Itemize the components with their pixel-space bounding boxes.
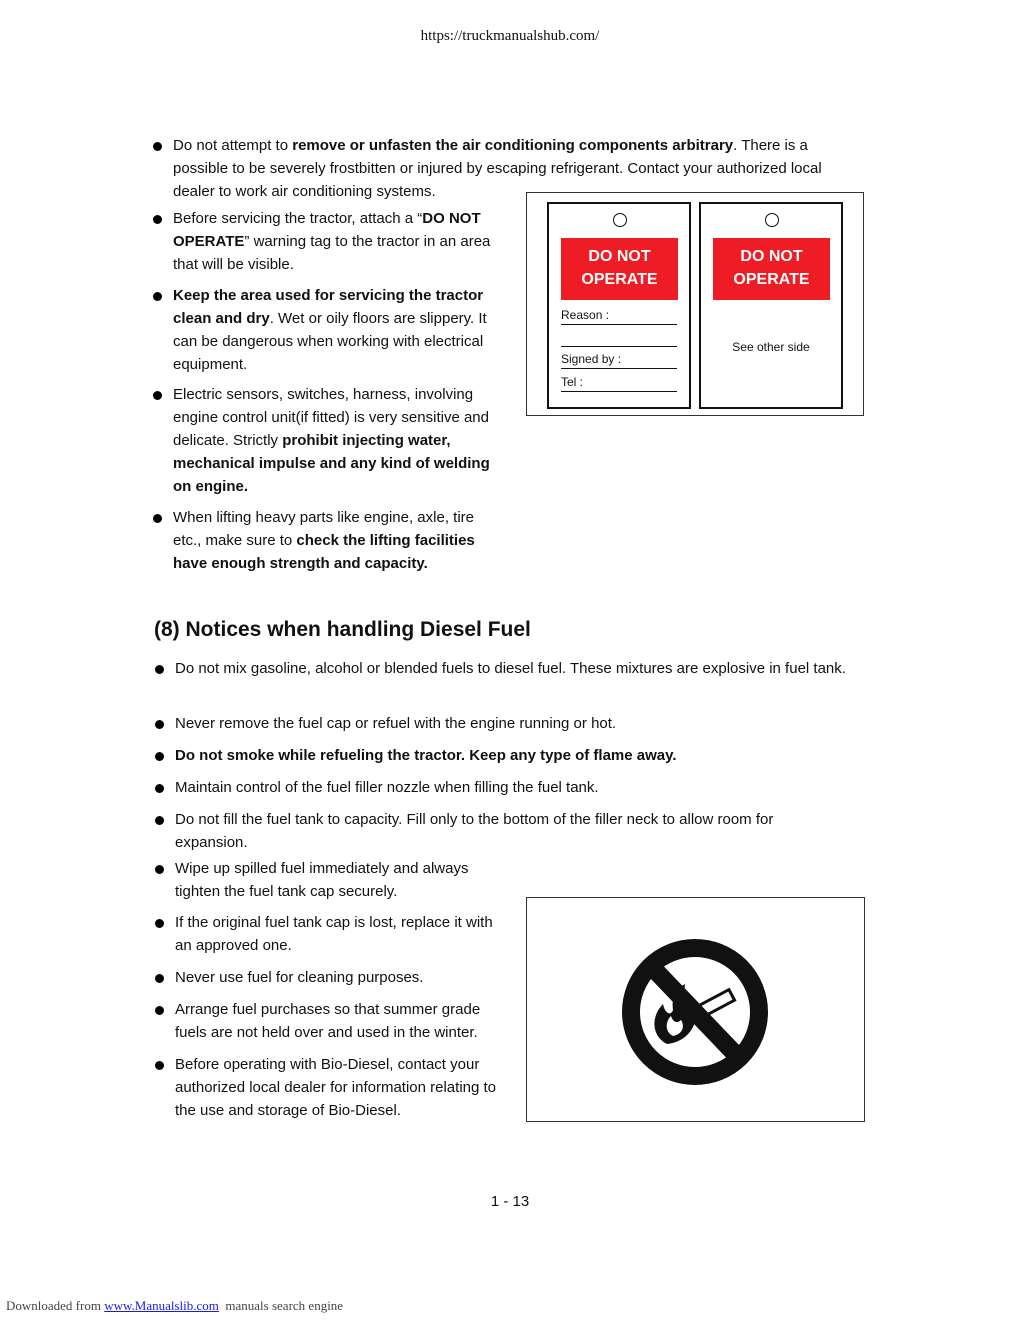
list-item: Before operating with Bio-Diesel, contact your authorized local dealer for information relating to the use and storage of Bio-Diesel. — [155, 1053, 515, 1123]
do-not-operate-label: DO NOT OPERATE — [561, 238, 678, 300]
download-footer: Downloaded from www.Manualslib.com manuals search engine — [6, 1298, 344, 1313]
blank-line — [561, 330, 677, 347]
do-not-operate-tag-figure — [526, 192, 864, 416]
list-item: Do not smoke while refueling the tractor. Keep any type of flame away. — [155, 744, 855, 768]
bullet-icon — [155, 919, 164, 928]
bullet-icon — [155, 816, 164, 825]
list-item: Electric sensors, switches, harness, involving engine control unit(if fitted) is very sensitive and delicate. Strictly prohibit injecting water, mechanical impulse and any kind of welding on engine. — [153, 383, 513, 498]
list-item: Never use fuel for cleaning purposes. — [155, 966, 515, 990]
section-title: (8) Notices when handling Diesel Fuel — [154, 618, 531, 641]
list-item: Do not fill the fuel tank to capacity. Fill only to the bottom of the filler neck to allow room for expansion. — [155, 808, 855, 856]
list-item: Maintain control of the fuel filler nozzle when filling the fuel tank. — [155, 776, 855, 800]
list-item: When lifting heavy parts like engine, axle, tire etc., make sure to check the lifting facilities have enough strength and capacity. — [153, 506, 513, 576]
list-item: Before servicing the tractor, attach a “DO NOT OPERATE” warning tag to the tractor in an area that will be visible. — [153, 207, 513, 277]
no-open-flame-icon — [615, 932, 775, 1092]
bullet-icon — [155, 752, 164, 761]
bullet-icon — [155, 665, 164, 674]
tag-front — [547, 202, 691, 409]
bullet-icon — [155, 784, 164, 793]
bullet-icon — [155, 1006, 164, 1015]
no-flame-figure — [526, 897, 865, 1122]
bullet-icon — [153, 292, 162, 301]
list-item: If the original fuel tank cap is lost, replace it with an approved one. — [155, 911, 515, 959]
list-item: Wipe up spilled fuel immediately and always tighten the fuel tank cap securely. — [155, 857, 515, 905]
page-number: 1 - 13 — [490, 1193, 530, 1210]
bullet-icon — [155, 974, 164, 983]
tag-hole-icon — [765, 213, 779, 227]
list-item: Never remove the fuel cap or refuel with the engine running or hot. — [155, 712, 855, 736]
bullet-icon — [153, 514, 162, 523]
tag-hole-icon — [613, 213, 627, 227]
signed-by-field: Signed by : — [561, 352, 677, 369]
list-item: Arrange fuel purchases so that summer grade fuels are not held over and used in the winter. — [155, 998, 515, 1046]
list-item: Keep the area used for servicing the tractor clean and dry. Wet or oily floors are slippery. It can be dangerous when working with electrical equipment. — [153, 284, 513, 376]
list-item: Do not mix gasoline, alcohol or blended fuels to diesel fuel. These mixtures are explosive in fuel tank. — [155, 657, 855, 705]
bullet-icon — [155, 1061, 164, 1070]
bullet-icon — [155, 720, 164, 729]
source-url: https://truckmanualshub.com/ — [420, 28, 600, 44]
bullet-icon — [153, 215, 162, 224]
tag-back — [699, 202, 843, 409]
bullet-icon — [155, 865, 164, 874]
reason-field: Reason : — [561, 308, 677, 325]
tel-field: Tel : — [561, 375, 677, 392]
list-item: Do not attempt to remove or unfasten the air conditioning components arbitrary. There is a possible to be severely frostbitten or injured by escaping refrigerant. Contact your authorized local dealer to work air conditioning systems. — [153, 134, 853, 202]
do-not-operate-label: DO NOT OPERATE — [713, 238, 830, 300]
see-other-side-note: See other side — [732, 340, 810, 354]
bullet-icon — [153, 142, 162, 151]
bullet-icon — [153, 391, 162, 400]
manualslib-link[interactable]: www.Manualslib.com — [104, 1298, 219, 1313]
